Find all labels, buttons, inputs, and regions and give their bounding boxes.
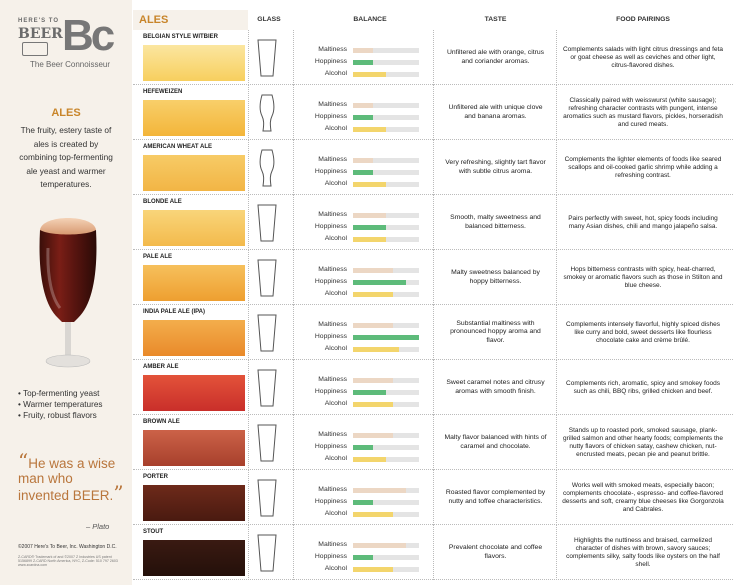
beer-style-name: STOUT xyxy=(143,529,164,535)
meter-fill xyxy=(353,445,373,450)
beer-row xyxy=(133,525,733,580)
meter-fill xyxy=(353,323,393,328)
pint-glass-icon xyxy=(255,257,279,299)
beer-style-name: HEFEWEIZEN xyxy=(143,89,183,95)
meter-fill xyxy=(353,543,406,548)
column-divider xyxy=(556,470,557,525)
pint-glass-icon xyxy=(255,202,279,244)
meter-track xyxy=(353,225,419,230)
meter-track xyxy=(353,48,419,53)
bullet-item: • Top-fermenting yeast xyxy=(18,388,102,399)
sidebar xyxy=(0,0,132,585)
beer-color-swatch xyxy=(143,320,245,356)
pint-glass-icon xyxy=(255,477,279,519)
column-divider xyxy=(248,415,249,470)
column-divider xyxy=(556,85,557,140)
maltiness-meter xyxy=(305,485,435,496)
meter-track xyxy=(353,170,419,175)
column-divider xyxy=(556,525,557,580)
column-divider xyxy=(556,140,557,195)
beer-style-name: PORTER xyxy=(143,474,169,480)
hoppiness-meter xyxy=(305,442,435,453)
header-balance: BALANCE xyxy=(353,16,387,23)
maltiness-meter xyxy=(305,540,435,551)
beer-color-swatch xyxy=(143,210,245,246)
column-divider xyxy=(248,250,249,305)
weizen-glass-icon xyxy=(255,92,279,134)
logo-beer: BEER xyxy=(18,26,63,42)
column-divider xyxy=(556,415,557,470)
column-divider xyxy=(248,85,249,140)
meter-fill xyxy=(353,170,373,175)
meter-fill xyxy=(353,268,393,273)
meter-fill xyxy=(353,158,373,163)
alcohol-meter xyxy=(305,179,435,190)
alcohol-meter xyxy=(305,234,435,245)
meter-track xyxy=(353,60,419,65)
beer-row xyxy=(133,195,733,250)
meter-track xyxy=(353,555,419,560)
hoppiness-meter xyxy=(305,277,435,288)
maltiness-meter xyxy=(305,265,435,276)
food-pairing: Complements salads with light citrus dressings and feta or goat cheese as well as ceviches and other light, citrus-flavored dishes. xyxy=(562,45,724,69)
meter-fill xyxy=(353,390,386,395)
column-divider xyxy=(293,140,294,195)
column-divider xyxy=(293,470,294,525)
meter-track xyxy=(353,457,419,462)
beer-color-swatch xyxy=(143,45,245,81)
meter-label: Hoppiness xyxy=(314,388,347,395)
bullet-item: • Warmer temperatures xyxy=(18,399,102,410)
meter-label: Alcohol xyxy=(324,290,347,297)
meter-track xyxy=(353,433,419,438)
beer-row xyxy=(133,85,733,140)
ales-table xyxy=(133,10,733,580)
meter-fill xyxy=(353,280,406,285)
alcohol-meter xyxy=(305,289,435,300)
meter-label: Alcohol xyxy=(324,400,347,407)
header-glass: GLASS xyxy=(257,16,281,23)
taste-description: Malty sweetness balanced by hoppy bitterness. xyxy=(451,269,540,285)
bullet-item: • Fruity, robust flavors xyxy=(18,410,102,421)
pint-glass-icon xyxy=(255,367,279,409)
meter-label: Hoppiness xyxy=(314,443,347,450)
meter-track xyxy=(353,280,419,285)
meter-fill xyxy=(353,103,373,108)
meter-label: Hoppiness xyxy=(314,333,347,340)
hoppiness-meter xyxy=(305,552,435,563)
meter-fill xyxy=(353,347,399,352)
meter-label: Alcohol xyxy=(324,510,347,517)
meter-label: Hoppiness xyxy=(314,168,347,175)
meter-fill xyxy=(353,60,373,65)
meter-fill xyxy=(353,127,386,132)
hoppiness-meter xyxy=(305,112,435,123)
meter-fill xyxy=(353,225,386,230)
beer-color-swatch xyxy=(143,155,245,191)
meter-track xyxy=(353,237,419,242)
quote-author: – Plato xyxy=(86,522,110,531)
meter-label: Hoppiness xyxy=(314,223,347,230)
meter-fill xyxy=(353,378,393,383)
meter-label: Maltiness xyxy=(318,101,347,108)
column-divider xyxy=(248,305,249,360)
hoppiness-meter xyxy=(305,332,435,343)
meter-track xyxy=(353,402,419,407)
taste-description: Malty flavor balanced with hints of caramel and chocolate. xyxy=(444,434,547,450)
beer-style-name: BLONDE ALE xyxy=(143,199,182,205)
meter-label: Maltiness xyxy=(318,211,347,218)
meter-fill xyxy=(353,500,373,505)
food-pairing: Hops bitterness contrasts with spicy, heat-charred, smokey or aromatic flavors such as those in Stilton and blue cheese. xyxy=(563,265,723,289)
meter-track xyxy=(353,347,419,352)
meter-track xyxy=(353,292,419,297)
alcohol-meter xyxy=(305,564,435,575)
meter-label: Hoppiness xyxy=(314,278,347,285)
meter-track xyxy=(353,182,419,187)
sidebar-description: The fruity, estery taste of ales is created by combining top-fermenting ale yeast and warmer temperatures. xyxy=(19,125,113,189)
ale-glass-photo xyxy=(28,208,108,373)
column-divider xyxy=(293,85,294,140)
maltiness-meter xyxy=(305,210,435,221)
maltiness-meter xyxy=(305,320,435,331)
meter-label: Maltiness xyxy=(318,486,347,493)
quote xyxy=(18,449,126,505)
column-divider xyxy=(556,30,557,85)
meter-track xyxy=(353,335,419,340)
column-divider xyxy=(556,360,557,415)
beer-row xyxy=(133,305,733,360)
beer-style-name: INDIA PALE ALE (IPA) xyxy=(143,309,205,315)
meter-track xyxy=(353,115,419,120)
pint-glass-icon xyxy=(255,37,279,79)
column-divider xyxy=(248,470,249,525)
beer-style-name: AMERICAN WHEAT ALE xyxy=(143,144,212,150)
food-pairing: Stands up to roasted pork, smoked sausage, plank-grilled salmon and other hearty foods; complements the nutty flavors of chicken satay, cashew chicken, nut-encrusted meats, pecan pie and peanut brittle. xyxy=(562,426,724,458)
food-pairing: Classically paired with weisswurst (white sausage); refreshing character contrasts with pungent, intense aromatics such as mustard flavors, pickles, horseradish and cured meats. xyxy=(563,96,723,128)
food-pairing: Complements intensely flavorful, highly spiced dishes like curry and bold, sweet desserts like flourless chocolate cake and crème brûlé. xyxy=(566,320,720,344)
meter-track xyxy=(353,268,419,273)
maltiness-meter xyxy=(305,375,435,386)
taste-description: Prevalent chocolate and coffee flavors. xyxy=(448,544,543,560)
hoppiness-meter xyxy=(305,57,435,68)
meter-track xyxy=(353,127,419,132)
maltiness-meter xyxy=(305,155,435,166)
taste-description: Substantial maltiness with pronounced hoppy aroma and flavor. xyxy=(450,320,541,344)
meter-fill xyxy=(353,213,386,218)
meter-label: Alcohol xyxy=(324,70,347,77)
beer-style-name: BROWN ALE xyxy=(143,419,180,425)
meter-fill xyxy=(353,237,386,242)
meter-fill xyxy=(353,457,386,462)
maltiness-meter xyxy=(305,100,435,111)
meter-track xyxy=(353,72,419,77)
meter-label: Alcohol xyxy=(324,125,347,132)
meter-fill xyxy=(353,335,419,340)
column-divider xyxy=(248,195,249,250)
column-divider xyxy=(293,195,294,250)
taste-description: Roasted flavor complemented by nutty and toffee characteristics. xyxy=(445,489,546,505)
meter-fill xyxy=(353,182,386,187)
meter-label: Hoppiness xyxy=(314,58,347,65)
meter-label: Alcohol xyxy=(324,235,347,242)
hoppiness-meter xyxy=(305,497,435,508)
header-ales: ALES xyxy=(133,10,248,30)
column-divider xyxy=(248,140,249,195)
beer-mug-icon xyxy=(22,42,48,56)
beer-row xyxy=(133,415,733,470)
column-divider xyxy=(293,360,294,415)
beer-style-name: PALE ALE xyxy=(143,254,173,260)
maltiness-meter xyxy=(305,430,435,441)
meter-track xyxy=(353,445,419,450)
column-divider xyxy=(293,525,294,580)
quote-close-mark: ” xyxy=(113,481,124,505)
header-food-pairings: FOOD PAIRINGS xyxy=(616,16,670,23)
beer-color-swatch xyxy=(143,430,245,466)
column-divider xyxy=(293,415,294,470)
alcohol-meter xyxy=(305,399,435,410)
meter-track xyxy=(353,567,419,572)
column-divider xyxy=(293,305,294,360)
sidebar-title: ALES xyxy=(51,107,81,119)
beer-row xyxy=(133,30,733,85)
brand-logo xyxy=(18,11,123,74)
copyright: ©2007 Here's To Beer, Inc. Washington D.C. xyxy=(18,544,117,550)
alcohol-meter xyxy=(305,124,435,135)
meter-label: Hoppiness xyxy=(314,498,347,505)
meter-fill xyxy=(353,72,386,77)
food-pairing: Highlights the nuttiness and braised, carmelized character of dishes with brown, savory sauces; complements silky, salty foods like oysters on the half shell. xyxy=(566,536,720,568)
beer-row xyxy=(133,470,733,525)
meter-fill xyxy=(353,512,393,517)
meter-label: Maltiness xyxy=(318,431,347,438)
logo-monogram: Bc xyxy=(62,11,113,60)
header-taste: TASTE xyxy=(484,16,507,23)
logo-subtitle: The Beer Connoisseur xyxy=(30,60,111,69)
beer-color-swatch xyxy=(143,485,245,521)
alcohol-meter xyxy=(305,69,435,80)
taste-description: Very refreshing, slightly tart flavor with subtle citrus aroma. xyxy=(445,159,546,175)
meter-track xyxy=(353,500,419,505)
weizen-glass-icon xyxy=(255,147,279,189)
meter-label: Maltiness xyxy=(318,266,347,273)
meter-label: Alcohol xyxy=(324,345,347,352)
taste-description: Sweet caramel notes and citrusy aromas with smooth finish. xyxy=(446,379,545,395)
taste-description: Smooth, malty sweetness and balanced bitterness. xyxy=(450,214,541,230)
meter-label: Alcohol xyxy=(324,455,347,462)
meter-track xyxy=(353,488,419,493)
fineprint: Z-CARD® Trademark of and ©2007 Z Industries US patent 5156899 Z-CARD North America, NYC, Z-Code: 510 797 2603 www.zcardna.com xyxy=(18,555,118,568)
meter-track xyxy=(353,158,419,163)
column-divider xyxy=(556,195,557,250)
alcohol-meter xyxy=(305,509,435,520)
beer-color-swatch xyxy=(143,540,245,576)
beer-row xyxy=(133,360,733,415)
quote-open-mark: “ xyxy=(18,449,29,473)
meter-label: Maltiness xyxy=(318,321,347,328)
beer-color-swatch xyxy=(143,100,245,136)
meter-label: Maltiness xyxy=(318,156,347,163)
logo-heres-to: HERE'S TO xyxy=(18,18,59,24)
column-divider xyxy=(556,305,557,360)
column-divider xyxy=(293,30,294,85)
sidebar-bullets xyxy=(18,388,102,421)
meter-label: Alcohol xyxy=(324,180,347,187)
meter-fill xyxy=(353,48,373,53)
column-divider xyxy=(556,250,557,305)
alcohol-meter xyxy=(305,344,435,355)
pint-glass-icon xyxy=(255,422,279,464)
meter-track xyxy=(353,512,419,517)
hoppiness-meter xyxy=(305,167,435,178)
meter-fill xyxy=(353,555,373,560)
meter-track xyxy=(353,213,419,218)
meter-track xyxy=(353,323,419,328)
column-divider xyxy=(248,30,249,85)
meter-label: Maltiness xyxy=(318,46,347,53)
pint-glass-icon xyxy=(255,532,279,574)
taste-description: Unfiltered ale with unique clove and banana aromas. xyxy=(448,104,543,120)
beer-color-swatch xyxy=(143,375,245,411)
quote-text: He was a wise man who invented BEER. xyxy=(18,456,116,503)
beer-row xyxy=(133,250,733,305)
meter-fill xyxy=(353,115,373,120)
food-pairing: Works well with smoked meats, especially bacon; complements chocolate-, espresso- and coffee-flavored desserts and soft, creamy blue cheeses like Gorgonzola and Cabrales. xyxy=(562,481,724,513)
meter-track xyxy=(353,390,419,395)
meter-fill xyxy=(353,488,406,493)
beer-style-name: BELGIAN STYLE WITBIER xyxy=(143,34,218,40)
meter-label: Alcohol xyxy=(324,565,347,572)
meter-fill xyxy=(353,567,393,572)
food-pairing: Pairs perfectly with sweet, hot, spicy foods including many Asian dishes, chili and mango jalapeño salsa. xyxy=(568,214,718,230)
beer-style-name: AMBER ALE xyxy=(143,364,179,370)
meter-track xyxy=(353,543,419,548)
meter-track xyxy=(353,103,419,108)
alcohol-meter xyxy=(305,454,435,465)
meter-fill xyxy=(353,292,393,297)
meter-label: Hoppiness xyxy=(314,113,347,120)
meter-track xyxy=(353,378,419,383)
meter-label: Maltiness xyxy=(318,376,347,383)
maltiness-meter xyxy=(305,45,435,56)
food-pairing: Complements the lighter elements of foods like seared scallops and oil-cooked garlic shrimp while adding a refreshing contrast. xyxy=(564,155,722,179)
beer-row xyxy=(133,140,733,195)
beer-color-swatch xyxy=(143,265,245,301)
column-divider xyxy=(248,360,249,415)
meter-fill xyxy=(353,402,393,407)
meter-fill xyxy=(353,433,393,438)
hoppiness-meter xyxy=(305,222,435,233)
taste-description: Unfiltered ale with orange, citrus and coriander aromas. xyxy=(446,49,545,65)
hoppiness-meter xyxy=(305,387,435,398)
food-pairing: Complements rich, aromatic, spicy and smokey foods such as chili, BBQ ribs, grilled chicken and beef. xyxy=(566,379,720,395)
column-divider xyxy=(248,525,249,580)
meter-label: Maltiness xyxy=(318,541,347,548)
meter-label: Hoppiness xyxy=(314,553,347,560)
pint-glass-icon xyxy=(255,312,279,354)
column-divider xyxy=(293,250,294,305)
